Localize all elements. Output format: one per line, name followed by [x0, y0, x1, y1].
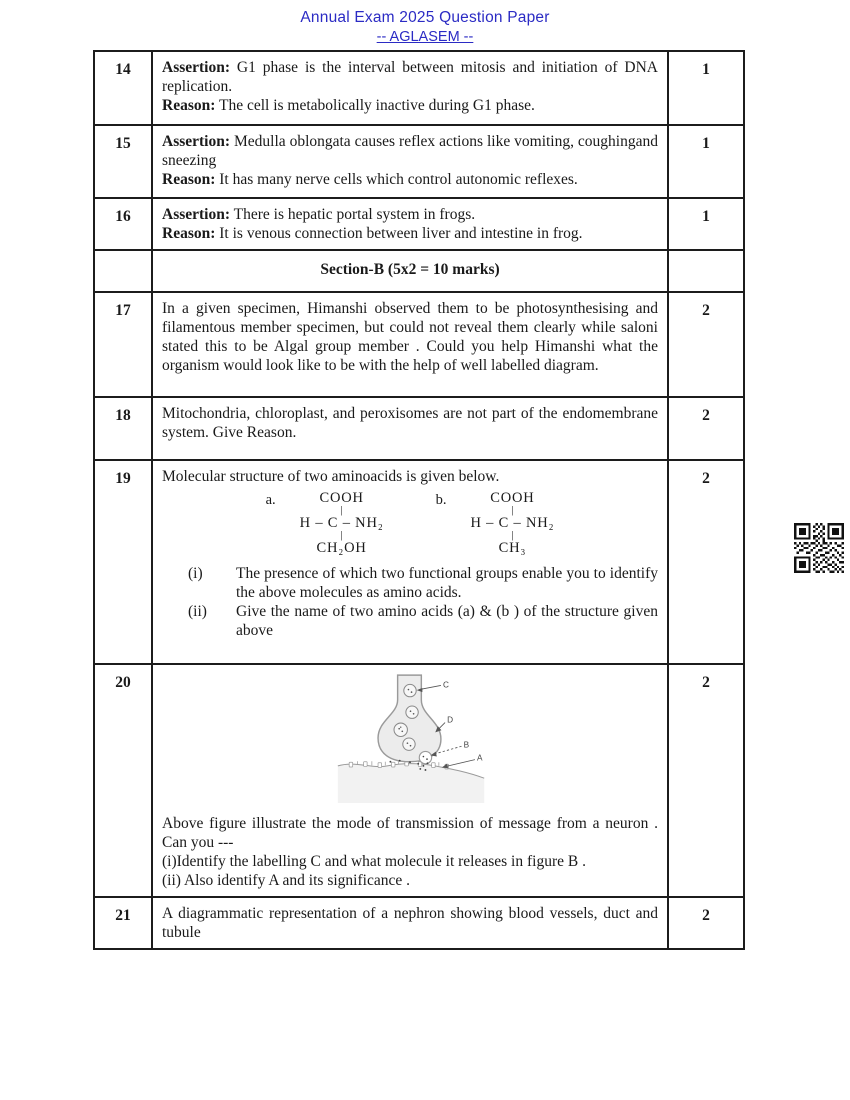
page-header	[0, 9, 850, 45]
structure-b-formula	[470, 491, 554, 555]
sub-question-1: (i)Identify the labelling C and what molecule it releases in figure B .	[162, 853, 586, 870]
synapse-diagram	[326, 671, 494, 805]
question-number: 18	[94, 397, 152, 460]
question-intro: Molecular structure of two aminoacids is given below.	[162, 468, 500, 485]
assertion-label: Assertion:	[162, 133, 231, 150]
question-text	[152, 664, 668, 897]
synapse-figure	[162, 671, 658, 810]
page-subtitle: -- AGLASEM --	[376, 29, 474, 45]
assertion-text: Medulla oblongata causes reflex actions like vomiting, coughingand sneezing	[162, 133, 658, 169]
structure-a-label: a.	[265, 492, 276, 508]
list-text: The presence of which two functional groups enable you to identify the above molecules as amino acids.	[236, 565, 658, 601]
list-text: Give the name of two amino acids (a) & (b ) of the structure given above	[236, 603, 658, 639]
formula-line: H – C – NH₂	[470, 515, 555, 531]
question-table	[93, 50, 745, 950]
figure-label-b: B	[463, 740, 470, 750]
question-text	[152, 460, 668, 664]
formula-line: H – C – NH₂	[299, 515, 384, 531]
qr-code	[793, 523, 845, 573]
question-number: 21	[94, 897, 152, 949]
question-text: In a given specimen, Himanshi observed them to be photosynthesising and filamentous member specimen, but could not reveal them clearly while saloni stated this to be Algal group member . Could you help Himanshi what the organism would look like to be with the help of well labelled diagram.	[152, 292, 668, 397]
sub-question-2: (ii) Also identify A and its significance .	[162, 872, 410, 889]
formula-line: COOH	[319, 490, 364, 506]
structure-a-formula	[300, 491, 384, 555]
amino-acid-structures	[162, 491, 658, 555]
question-row-14	[94, 51, 744, 125]
question-marks: 2	[668, 460, 744, 664]
reason-text: It has many nerve cells which control autonomic reflexes.	[215, 171, 578, 188]
reason-label: Reason:	[162, 225, 216, 242]
question-text: A diagrammatic representation of a nephron showing blood vessels, duct and tubule	[152, 897, 668, 949]
structure-b	[436, 491, 555, 555]
formula-line: COOH	[490, 490, 535, 506]
reason-label: Reason:	[162, 171, 216, 188]
question-text: Mitochondria, chloroplast, and peroxisomes are not part of the endomembrane system. Give Reason.	[152, 397, 668, 460]
question-row-20	[94, 664, 744, 897]
formula-line: CH₂OH	[316, 540, 367, 556]
list-item	[162, 602, 658, 640]
question-row-21	[94, 897, 744, 949]
bond-line: |	[340, 504, 343, 516]
question-number: 19	[94, 460, 152, 664]
reason-text: The cell is metabolically inactive during G1 phase.	[215, 97, 535, 114]
section-b-row	[94, 250, 744, 292]
structure-a	[266, 491, 384, 555]
question-text	[152, 125, 668, 198]
list-item	[162, 564, 658, 602]
figure-label-a: A	[477, 753, 483, 763]
empty-cell	[668, 250, 744, 292]
figure-label-d: D	[447, 715, 454, 725]
figure-label-c: C	[442, 680, 449, 690]
fusing-vesicle	[419, 751, 431, 763]
assertion-label: Assertion:	[162, 206, 231, 223]
question-marks: 2	[668, 897, 744, 949]
question-number: 15	[94, 125, 152, 198]
question-number: 14	[94, 51, 152, 125]
sub-question-list	[162, 564, 658, 640]
question-number: 17	[94, 292, 152, 397]
question-row-19	[94, 460, 744, 664]
question-marks: 1	[668, 51, 744, 125]
question-text	[152, 51, 668, 125]
formula-line: CH₃	[498, 540, 527, 556]
assertion-text: G1 phase is the interval between mitosis and initiation of DNA replication.	[162, 59, 658, 95]
list-marker: (ii)	[188, 603, 207, 620]
figure-caption: Above figure illustrate the mode of transmission of message from a neuron . Can you ---	[162, 815, 658, 851]
question-marks: 1	[668, 125, 744, 198]
assertion-text: There is hepatic portal system in frogs.	[230, 206, 476, 223]
reason-label: Reason:	[162, 97, 216, 114]
bond-line: |	[340, 529, 343, 541]
structure-b-label: b.	[435, 492, 447, 508]
page-title: Annual Exam 2025 Question Paper	[300, 9, 550, 26]
list-marker: (i)	[188, 565, 203, 582]
question-row-16	[94, 198, 744, 250]
question-number: 16	[94, 198, 152, 250]
section-title: Section-B (5x2 = 10 marks)	[152, 250, 668, 292]
question-row-15	[94, 125, 744, 198]
bond-line: |	[511, 529, 514, 541]
question-row-18	[94, 397, 744, 460]
question-number: 20	[94, 664, 152, 897]
question-row-17	[94, 292, 744, 397]
question-marks: 2	[668, 664, 744, 897]
reason-text: It is venous connection between liver and intestine in frog.	[215, 225, 583, 242]
assertion-label: Assertion:	[162, 59, 231, 76]
question-marks: 1	[668, 198, 744, 250]
question-marks: 2	[668, 397, 744, 460]
bond-line: |	[511, 504, 514, 516]
empty-cell	[94, 250, 152, 292]
question-marks: 2	[668, 292, 744, 397]
question-text	[152, 198, 668, 250]
